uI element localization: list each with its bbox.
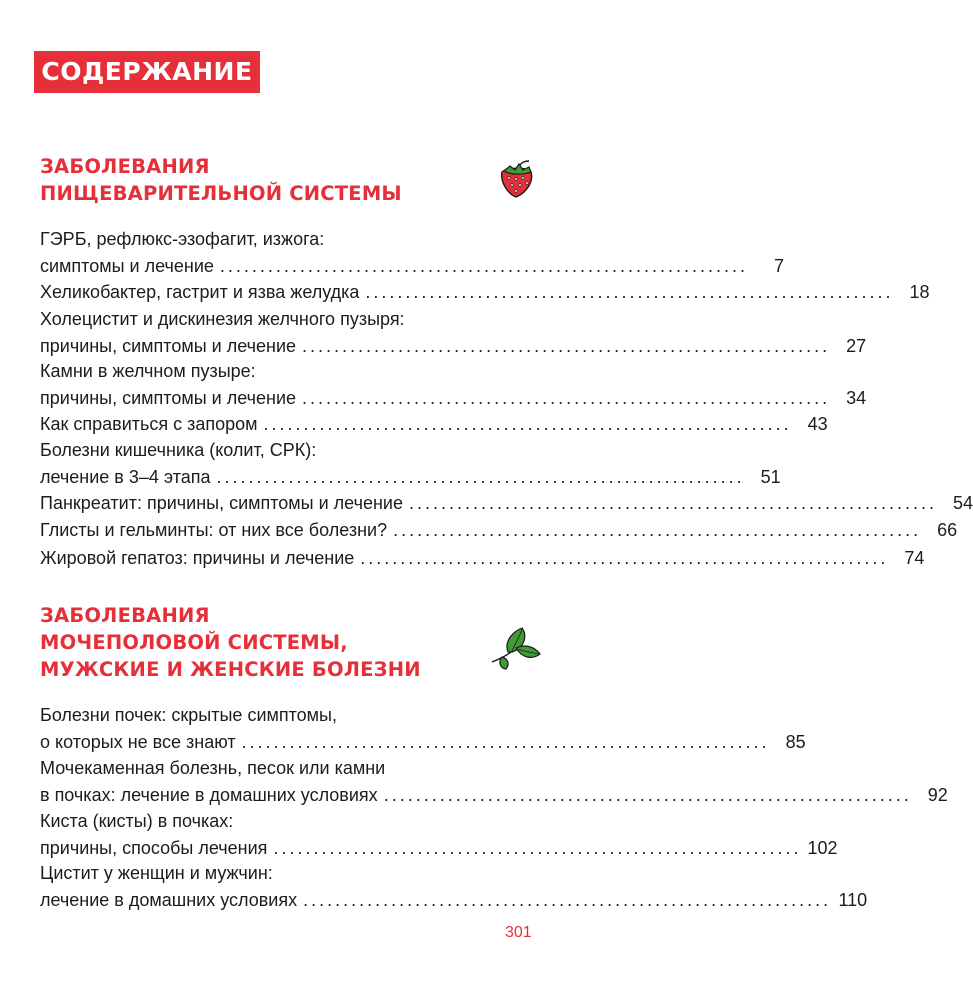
section-title-line: ЗАБОЛЕВАНИЯ [40,604,210,627]
strawberry-icon [496,158,538,200]
toc-entry[interactable] [40,755,948,808]
leader-dots: .................................................................. [393,520,922,540]
entry-title: Киста (кисты) в почках: [40,811,234,831]
entry-title: лечение в домашних условиях [40,889,298,910]
entry-page-number: 43 [807,414,828,434]
entry-title: Глисты и гельминты: от них все болезни? [40,520,388,540]
entry-title: о которых не все знают [40,731,236,752]
entry-title: Мочекаменная болезнь, песок или камни [40,758,386,778]
entry-page-number: 51 [760,466,781,487]
entry-page-number: 92 [927,784,948,805]
leader-dots: .................................................................. [241,731,770,752]
entry-page-number: 27 [846,335,867,356]
entry-title: в почках: лечение в домашних условиях [40,784,378,805]
entry-page-number: 74 [904,548,925,568]
section-title-line: ПИЩЕВАРИТЕЛЬНОЙ СИСТЕМЫ [40,182,402,205]
section-title-line: МУЖСКИЕ И ЖЕНСКИЕ БОЛЕЗНИ [40,658,421,681]
entry-page-number: 34 [846,387,867,408]
section-title-line: МОЧЕПОЛОВОЙ СИСТЕМЫ, [40,631,348,654]
entry-title: причины, симптомы и лечение [40,335,297,356]
leaf-icon [490,624,542,670]
leader-dots: .................................................................. [302,387,831,408]
leader-dots: .................................................................. [408,493,938,513]
toc-entry[interactable] [40,437,781,490]
leader-dots: .................................................................. [360,548,889,568]
toc-entry[interactable] [40,545,925,572]
entry-title: лечение в 3–4 этапа [40,466,211,487]
entry-title: Цистит у женщин и мужчин: [40,863,273,883]
leader-dots: .................................................................. [365,282,894,302]
page-number: 301 [505,924,532,941]
entry-page-number: 102 [807,837,838,858]
toc-entry[interactable] [40,279,930,306]
section-title-line: ЗАБОЛЕВАНИЯ [40,155,210,178]
entry-title: Болезни почек: скрытые симптомы, [40,705,337,725]
leader-dots: .................................................................. [302,335,831,356]
toc-entry[interactable] [40,702,806,755]
entry-page-number: 85 [785,731,806,752]
leader-dots: .................................................................. [219,255,748,276]
section-title-urogenital [40,602,421,683]
entry-title: причины, симптомы и лечение [40,387,297,408]
toc-entry[interactable] [40,808,838,861]
toc-entry[interactable] [40,306,867,359]
toc-entry[interactable] [40,226,784,279]
entry-title: Хеликобактер, гастрит и язва желудка [40,282,360,302]
toc-entry[interactable] [40,411,828,438]
entry-title: Как справиться с запором [40,414,258,434]
contents-title: СОДЕРЖАНИЕ [34,51,260,93]
leader-dots: .................................................................. [303,889,832,910]
entry-title: симптомы и лечение [40,255,214,276]
entry-page-number: 18 [909,282,930,302]
entry-page-number: 110 [838,889,868,910]
toc-entry[interactable] [40,517,958,544]
leader-dots: .................................................................. [383,784,912,805]
entry-title: ГЭРБ, рефлюкс-эзофагит, изжога: [40,229,325,249]
entry-title: Холецистит и дискинезия желчного пузыря: [40,309,405,329]
entry-page-number: 66 [937,520,958,540]
entry-page-number: 7 [773,255,784,276]
leader-dots: .................................................................. [263,414,792,434]
leader-dots: .................................................................. [273,837,802,858]
section-title-digestive [40,153,402,207]
entry-title: Камни в желчном пузыре: [40,361,256,381]
entry-title: Панкреатит: причины, симптомы и лечение [40,493,403,513]
entry-title: Жировой гепатоз: причины и лечение [40,548,355,568]
entry-page-number: 54 [953,493,973,513]
toc-entry[interactable] [40,490,973,517]
entry-title: причины, способы лечения [40,837,268,858]
toc-entry[interactable] [40,358,867,411]
entry-title: Болезни кишечника (колит, СРК): [40,440,317,460]
leader-dots: .................................................................. [216,466,745,487]
toc-entry[interactable] [40,860,868,913]
